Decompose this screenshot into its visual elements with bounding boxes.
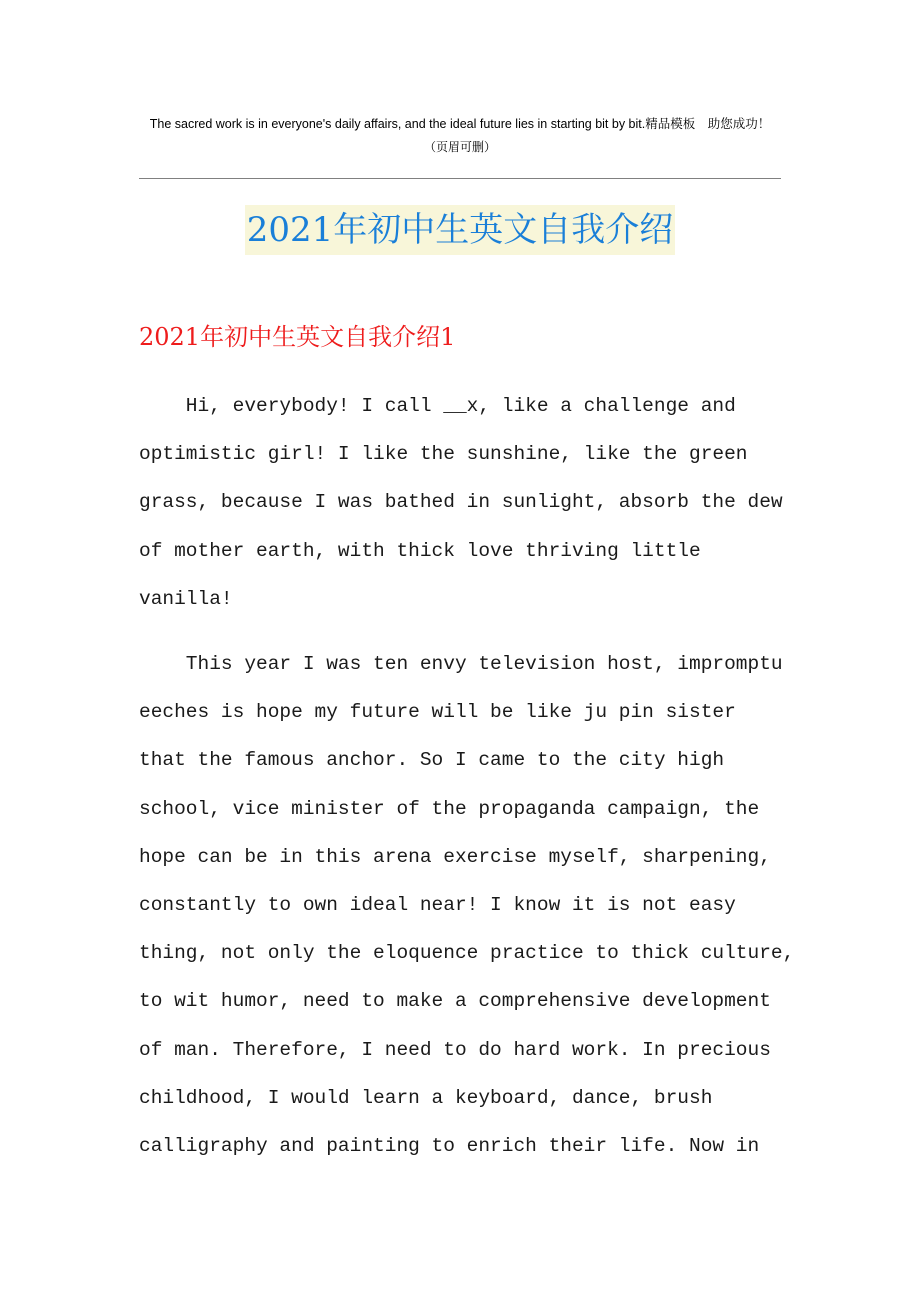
document-title-text: 2021年初中生英文自我介绍: [245, 205, 676, 255]
paragraph-line: childhood, I would learn a keyboard, dance, brush: [139, 1086, 713, 1109]
paragraph-line: calligraphy and painting to enrich their life. Now in: [139, 1134, 760, 1157]
paragraph-2: [139, 640, 795, 1170]
paragraph-line: Hi, everybody! I call __x, like a challenge and: [139, 395, 736, 417]
header-divider: [139, 178, 781, 179]
paragraph-line: to wit humor, need to make a comprehensive development: [139, 990, 771, 1013]
paragraph-line: optimistic girl! I like the sunshine, like the green: [139, 443, 748, 466]
header-note: （页眉可删）: [423, 140, 496, 154]
paragraph-line: thing, not only the eloquence practice to thick culture,: [139, 942, 795, 965]
paragraph-line: hope can be in this arena exercise myself, sharpening,: [139, 845, 771, 868]
paragraph-line: school, vice minister of the propaganda campaign, the: [139, 797, 760, 820]
document-title: [0, 205, 920, 255]
paragraph-line: constantly to own ideal near! I know it is not easy: [139, 893, 736, 916]
paragraph-line: that the famous anchor. So I came to the city high: [139, 749, 725, 772]
section-heading: 2021年初中生英文自我介绍1: [139, 323, 456, 351]
paragraph-line: of man. Therefore, I need to do hard work. In precious: [139, 1038, 771, 1061]
paragraph-line: grass, because I was bathed in sunlight, absorb the dew: [139, 491, 783, 514]
paragraph-line: eeches is hope my future will be like ju pin sister: [139, 701, 736, 724]
paragraph-line: vanilla!: [139, 587, 233, 610]
header-motto: The sacred work is in everyone's daily affairs, and the ideal future lies in starting bit by bit.精品模板 助您成功！: [149, 117, 771, 131]
paragraph-1: [139, 382, 789, 623]
paragraph-line: of mother earth, with thick love thriving little: [139, 539, 701, 562]
paragraph-line: This year I was ten envy television host, impromptu: [139, 653, 783, 675]
